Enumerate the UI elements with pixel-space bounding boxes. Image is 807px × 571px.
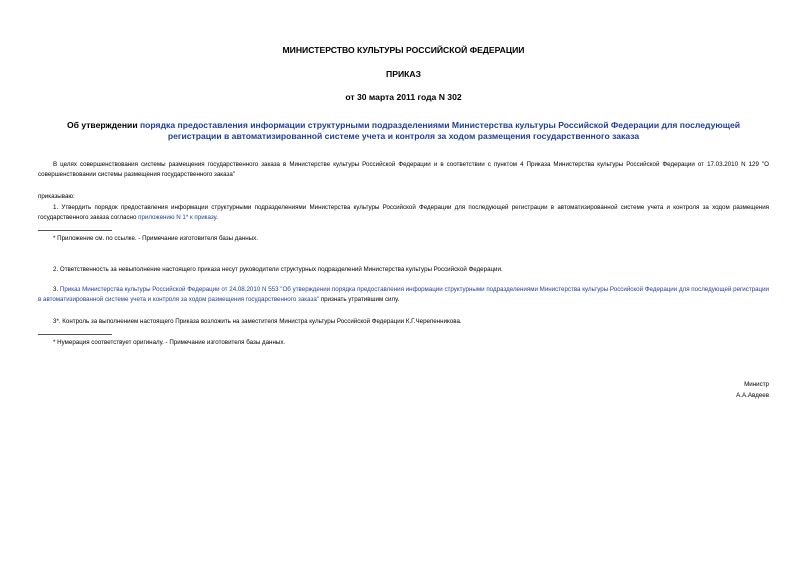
item-3-paragraph (38, 285, 769, 305)
ministry-heading: МИНИСТЕРСТВО КУЛЬТУРЫ РОССИЙСКОЙ ФЕДЕРАЦИИ (282, 45, 525, 55)
title-prefix: Об утверждении (66, 120, 140, 130)
document-title (40, 120, 767, 142)
item-3b-paragraph: 3*. Контроль за выполнением настоящего Приказа возложить на заместителя Министра культуры Российской Федерации К.Г.Черепенникова. (53, 318, 462, 325)
signature-name: А.А.Авдеев (736, 392, 769, 399)
item-3-prefix: 3. (53, 286, 60, 293)
footnote-divider-1 (38, 230, 112, 231)
footnote-divider-2 (38, 334, 112, 335)
doc-type-heading: ПРИКАЗ (386, 69, 421, 79)
signature-block (569, 379, 769, 401)
appendix-1-link[interactable]: приложению N 1* к приказу (138, 214, 217, 221)
item-2-paragraph: 2. Ответственность за невыполнение настоящего приказа несут руководители структурных подразделений Министерства культуры Российской Федерации. (53, 266, 503, 273)
signature-position: Министр (744, 381, 769, 388)
date-number-heading: от 30 марта 2011 года N 302 (345, 92, 462, 102)
title-link[interactable]: порядка предоставления информации структурными подразделениями Министерства культуры Российской Федерации для последующей регистрации в автоматизированной системе учета и контроля за ходом размещения государственного заказа (139, 120, 741, 141)
preamble-paragraph: В целях совершенствования системы размещения государственного заказа в Министерстве культуры Российской Федерации и в соответствии с пунктом 4 Приказа Министерства культуры Российской Федерации от 17.03.2010 N 129 "О совершенствовании системы размещения государственного заказа" (38, 161, 769, 178)
item-1-text: 1. Утвердить порядок предоставления информации структурными подразделениями Министерства культуры Российской Федерации для последующей регистрации в автоматизированной системе учета и контроля за ходом размещения государственного заказа согласно (38, 204, 769, 221)
footnote-1: * Приложение см. по ссылке. - Примечание изготовителя базы данных. (53, 235, 258, 242)
item-3-suffix: признать утратившим силу. (319, 296, 400, 303)
order-553-link[interactable]: Приказ Министерства культуры Российской Федерации от 24.08.2010 N 553 "Об утверждении порядка предоставления информации структурными подразделениями Министерства культуры Российской Федерации для последующей регистрации в автоматизированной системе учета и контроля за ходом размещения государственного заказа" (38, 286, 769, 303)
footnote-2: * Нумерация соответствует оригиналу. - Примечание изготовителя базы данных. (53, 339, 286, 346)
item-1-paragraph (38, 203, 769, 223)
orders-line: приказываю: (38, 193, 75, 200)
item-1-end: . (216, 214, 218, 221)
